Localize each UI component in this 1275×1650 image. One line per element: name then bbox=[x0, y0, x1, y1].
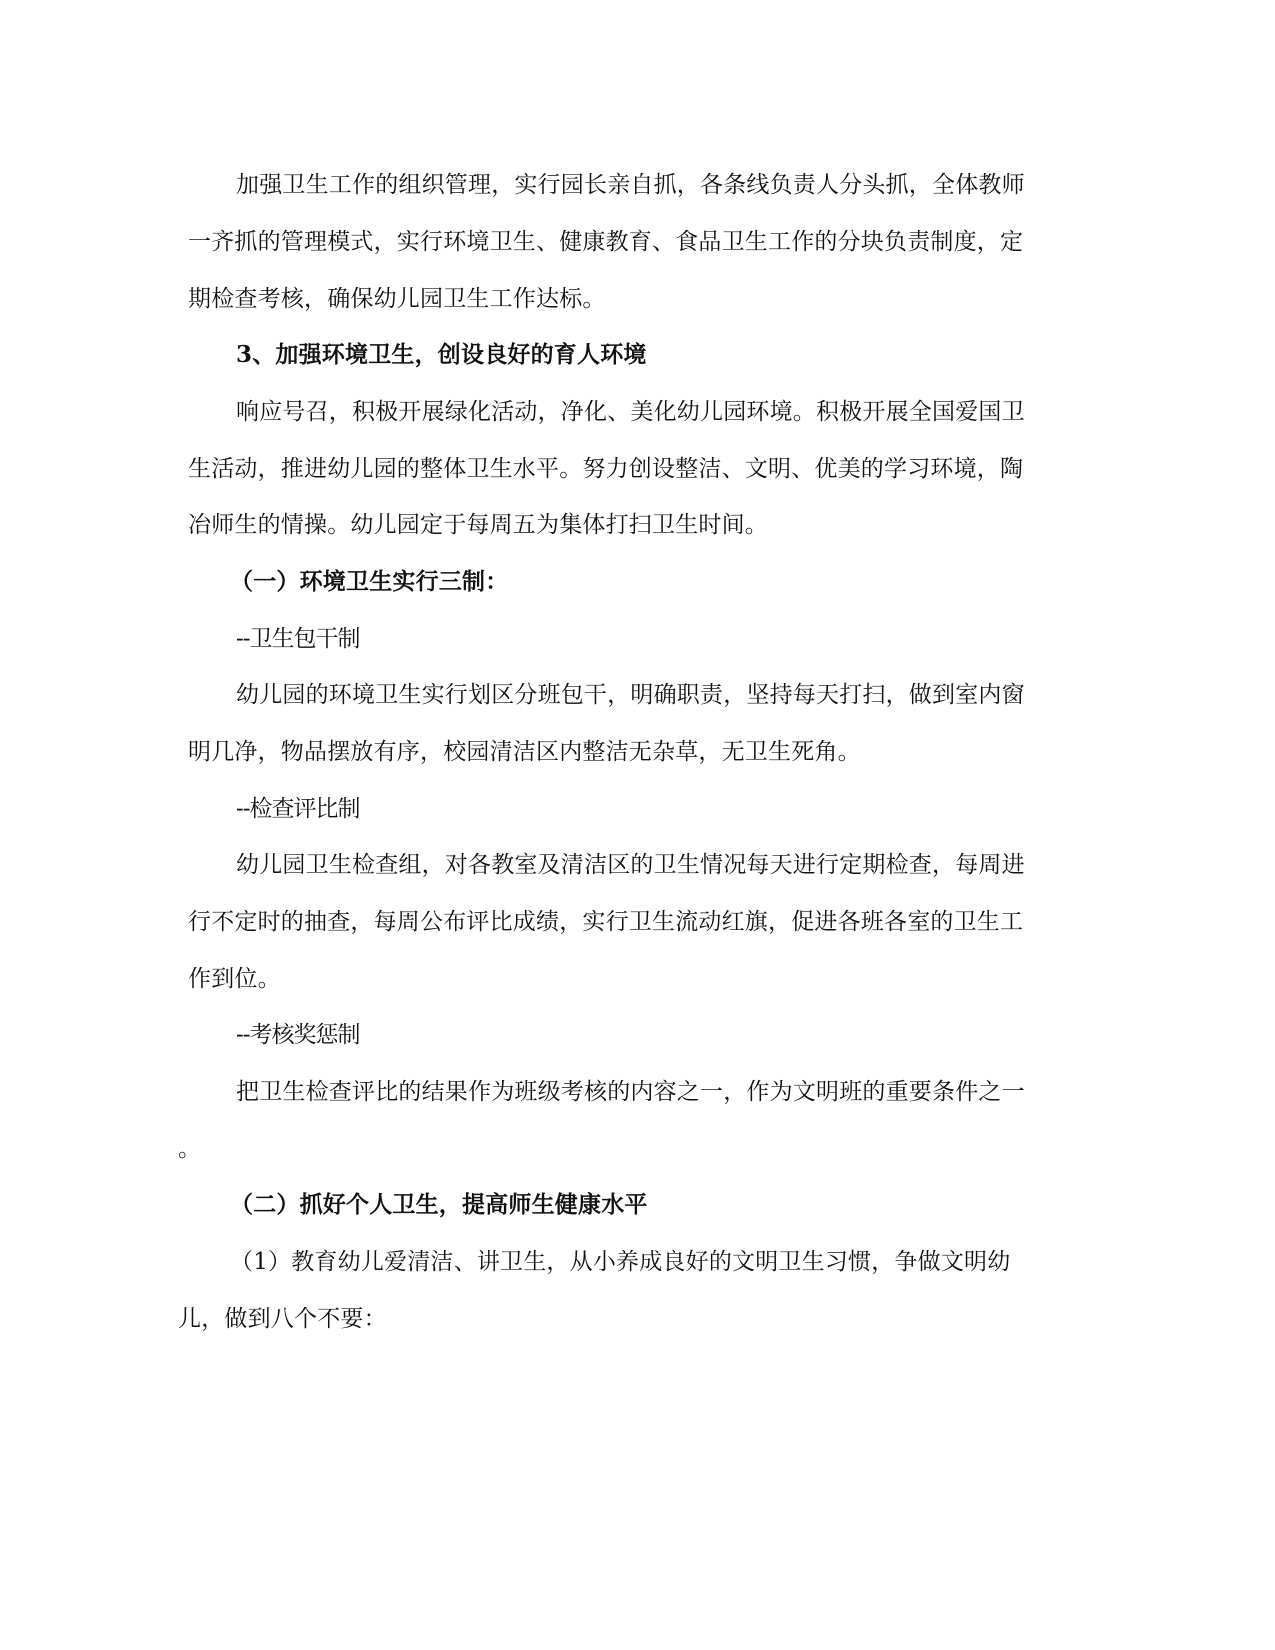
list-item-heading: --检查评比制 bbox=[236, 796, 360, 822]
paragraph-line: 明几净，物品摆放有序，校园清洁区内整洁无杂草，无卫生死角。 bbox=[188, 739, 861, 765]
paragraph-line: 一齐抓的管理模式，实行环境卫生、健康教育、食品卫生工作的分块负责制度，定 bbox=[188, 229, 1024, 255]
paragraph-line: 加强卫生工作的组织管理，实行园长亲自抓，各条线负责人分头抓，全体教师 bbox=[236, 172, 1025, 198]
paragraph-line: 响应号召，积极开展绿化活动，净化、美化幼儿园环境。积极开展全国爱国卫 bbox=[236, 399, 1025, 425]
paragraph-line: 作到位。 bbox=[188, 966, 281, 992]
paragraph-line: 期检查考核，确保幼儿园卫生工作达标。 bbox=[188, 286, 606, 312]
paragraph-line: 生活动，推进幼儿园的整体卫生水平。努力创设整洁、文明、优美的学习环境，陶 bbox=[188, 456, 1024, 482]
paragraph-line: 。 bbox=[178, 1136, 202, 1162]
paragraph-line: 把卫生检查评比的结果作为班级考核的内容之一，作为文明班的重要条件之一 bbox=[236, 1079, 1025, 1105]
subsection-heading: （二）抓好个人卫生，提高师生健康水平 bbox=[230, 1191, 648, 1218]
list-item-heading: --考核奖惩制 bbox=[236, 1022, 360, 1048]
section-heading: 3、加强环境卫生，创设良好的育人环境 bbox=[236, 341, 647, 368]
paragraph-line: 幼儿园卫生检查组，对各教室及清洁区的卫生情况每天进行定期检查，每周进 bbox=[236, 852, 1025, 878]
paragraph-line: （1）教育幼儿爱清洁、讲卫生，从小养成良好的文明卫生习惯，争做文明幼 bbox=[230, 1249, 1011, 1275]
subsection-heading: （一）环境卫生实行三制： bbox=[230, 568, 509, 595]
paragraph-line: 行不定时的抽查，每周公布评比成绩，实行卫生流动红旗，促进各班各室的卫生工 bbox=[188, 909, 1024, 935]
list-item-heading: --卫生包干制 bbox=[236, 626, 360, 652]
paragraph-line: 儿，做到八个不要： bbox=[178, 1306, 387, 1332]
paragraph-line: 幼儿园的环境卫生实行划区分班包干，明确职责，坚持每天打扫，做到室内窗 bbox=[236, 682, 1025, 708]
paragraph-line: 冶师生的情操。幼儿园定于每周五为集体打扫卫生时间。 bbox=[188, 512, 768, 538]
